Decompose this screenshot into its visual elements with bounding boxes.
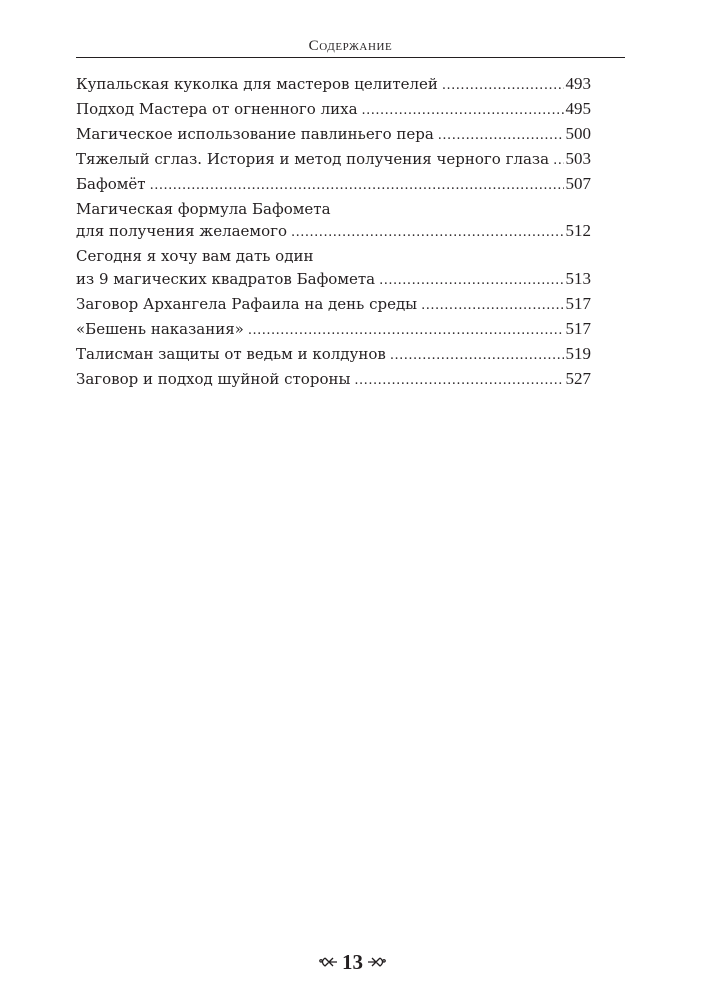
header-rule [76, 57, 625, 58]
toc-entry[interactable] [76, 245, 591, 293]
toc-entry[interactable] [76, 368, 591, 393]
toc-entry-page: 517 [565, 319, 591, 339]
toc-entry[interactable] [76, 148, 591, 173]
toc-entry-title: Сегодня я хочу вам дать один [76, 247, 314, 266]
leader-dots [291, 222, 563, 245]
toc-entry-page: 500 [565, 123, 591, 143]
leader-dots [438, 125, 564, 148]
fleuron-right-icon [367, 955, 387, 969]
toc-entry-title: Заговор и подход шуйной стороны [76, 369, 351, 388]
toc-entry[interactable] [76, 173, 591, 198]
toc-entry-page: 519 [565, 343, 591, 363]
leader-dots [390, 345, 564, 368]
toc-entry-title: «Бешень наказания» [76, 320, 244, 339]
leader-dots [354, 370, 563, 393]
toc-entry-page: 517 [565, 294, 591, 314]
leader-dots [362, 100, 564, 123]
toc-entry-title: Бафомёт [76, 174, 146, 193]
toc-entry[interactable] [76, 343, 591, 368]
leader-dots [379, 270, 563, 293]
toc-entry-title: Тяжелый сглаз. История и метод получения черного глаза [76, 149, 550, 168]
toc-entry-page: 503 [565, 148, 591, 168]
toc-entry[interactable] [76, 73, 591, 98]
leader-dots [442, 75, 564, 98]
toc-entry-page: 512 [565, 221, 591, 241]
leader-dots [150, 175, 564, 198]
toc-entry-title: Купальская куколка для мастеров целителей [76, 75, 438, 93]
page-footer [0, 950, 705, 976]
leader-dots [421, 295, 563, 318]
toc-entry[interactable] [76, 123, 591, 148]
toc-entry[interactable] [76, 293, 591, 318]
toc-entry-title: Подход Мастера от огненного лиха [76, 99, 358, 118]
toc-entry-title: Талисман защиты от ведьм и колдунов [76, 344, 386, 363]
toc-entry-page: 495 [565, 98, 591, 118]
toc-entry-title-continued: для получения желаемого [76, 222, 288, 241]
toc-entry-page: 493 [565, 74, 591, 93]
toc-entry-title-continued: из 9 магических квадратов Бафомета [76, 270, 376, 289]
fleuron-left-icon [318, 955, 338, 969]
table-of-contents [76, 73, 591, 393]
leader-dots [553, 150, 563, 173]
leader-dots [248, 320, 564, 343]
toc-entry-title: Магическая формула Бафомета [76, 199, 331, 218]
page-number: 13 [342, 950, 363, 974]
running-header: Содержание [308, 38, 393, 54]
toc-entry-page: 507 [565, 173, 591, 193]
toc-entry-page: 527 [565, 368, 591, 388]
toc-entry[interactable] [76, 98, 591, 123]
toc-entry[interactable] [76, 318, 591, 343]
toc-entry-title: Заговор Архангела Рафаила на день среды [76, 295, 418, 314]
toc-entry[interactable] [76, 198, 591, 246]
toc-entry-page: 513 [565, 269, 591, 289]
toc-entry-title: Магическое использование павлиньего пера [76, 124, 434, 143]
